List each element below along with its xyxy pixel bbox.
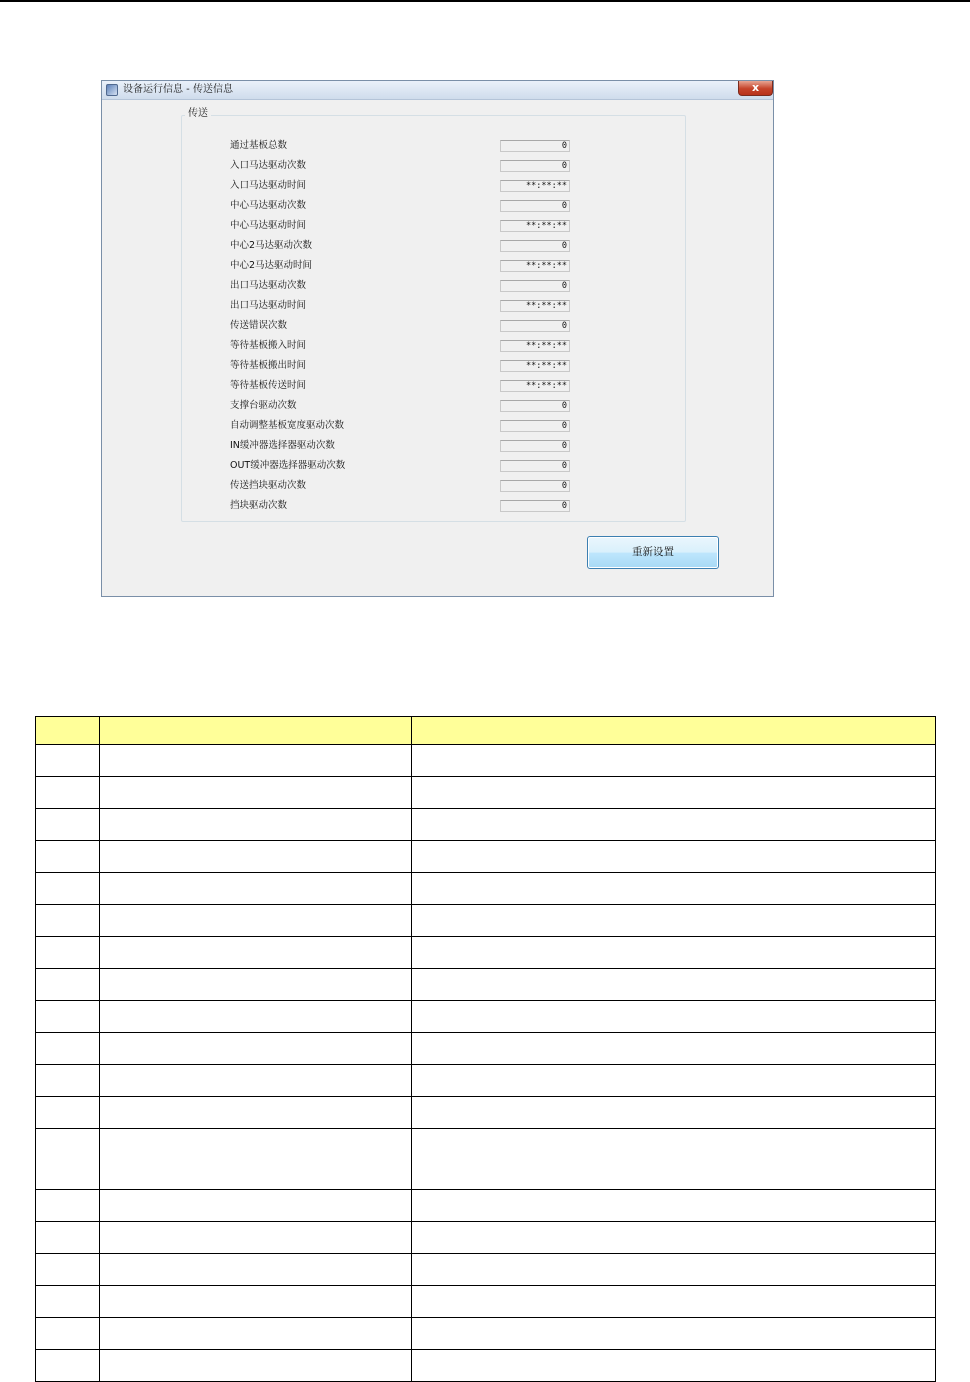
page-top-rule	[0, 0, 970, 2]
table-cell	[100, 937, 412, 969]
table-cell	[36, 1318, 100, 1350]
table-row	[36, 1318, 936, 1350]
table-cell	[412, 905, 936, 937]
spec-table	[35, 716, 936, 1382]
table-cell	[412, 1001, 936, 1033]
table-row	[36, 841, 936, 873]
table-row	[36, 1129, 936, 1190]
table-cell	[412, 1097, 936, 1129]
table-cell	[412, 937, 936, 969]
stat-value-field: **:**:**	[500, 380, 570, 392]
dialog-title: 设备运行信息 - 传送信息	[123, 84, 233, 95]
table-row	[36, 1001, 936, 1033]
stat-label: 等待基板传送时间	[230, 380, 307, 391]
table-cell	[100, 745, 412, 777]
table-cell	[100, 1190, 412, 1222]
table-row	[36, 809, 936, 841]
table-row	[36, 1033, 936, 1065]
table-row	[36, 1190, 936, 1222]
stat-label: 传送错误次数	[230, 320, 288, 331]
table-cell	[36, 1001, 100, 1033]
table-cell	[412, 745, 936, 777]
table-cell	[412, 1065, 936, 1097]
table-cell	[36, 1254, 100, 1286]
stat-value-field: 0	[500, 500, 570, 512]
table-cell	[100, 1318, 412, 1350]
stat-label: 通过基板总数	[230, 140, 288, 151]
stat-label: 传送挡块驱动次数	[230, 480, 307, 491]
table-cell	[36, 969, 100, 1001]
table-cell	[100, 1097, 412, 1129]
stat-value-field: 0	[500, 160, 570, 172]
table-cell	[100, 1254, 412, 1286]
transfer-info-dialog	[101, 80, 774, 597]
stat-value-field: 0	[500, 240, 570, 252]
table-cell	[36, 1190, 100, 1222]
reset-button[interactable]: 重新设置	[587, 536, 719, 569]
stat-value-field: 0	[500, 480, 570, 492]
dialog-titlebar[interactable]	[102, 81, 773, 100]
close-button[interactable]: x	[738, 81, 773, 96]
app-icon	[106, 84, 118, 96]
header-cell	[412, 717, 936, 745]
table-row	[36, 937, 936, 969]
table-cell	[100, 1286, 412, 1318]
table-cell	[36, 905, 100, 937]
table-cell	[100, 1033, 412, 1065]
stat-label: 等待基板搬入时间	[230, 340, 307, 351]
table-cell	[412, 1222, 936, 1254]
table-cell	[100, 809, 412, 841]
table-cell	[412, 1286, 936, 1318]
table-cell	[100, 1222, 412, 1254]
stat-value-field: 0	[500, 400, 570, 412]
table-row	[36, 1097, 936, 1129]
table-row	[36, 905, 936, 937]
stat-value-field: 0	[500, 460, 570, 472]
table-cell	[100, 1065, 412, 1097]
stat-value-field: 0	[500, 280, 570, 292]
stat-value-field: **:**:**	[500, 260, 570, 272]
table-cell	[100, 905, 412, 937]
table-cell	[412, 1129, 936, 1190]
table-cell	[100, 777, 412, 809]
table-cell	[412, 777, 936, 809]
table-cell	[36, 841, 100, 873]
stat-label: 出口马达驱动次数	[230, 280, 307, 291]
table-cell	[36, 937, 100, 969]
stat-label: 中心2马达驱动次数	[230, 240, 313, 251]
table-cell	[36, 873, 100, 905]
table-row	[36, 1254, 936, 1286]
table-cell	[412, 969, 936, 1001]
stat-value-field: 0	[500, 420, 570, 432]
table-row	[36, 873, 936, 905]
stat-label: 中心马达驱动次数	[230, 200, 307, 211]
table-cell	[100, 969, 412, 1001]
table-cell	[412, 1350, 936, 1382]
header-cell	[100, 717, 412, 745]
table-row	[36, 969, 936, 1001]
table-cell	[36, 1033, 100, 1065]
stat-label: 入口马达驱动时间	[230, 180, 307, 191]
stat-label: 中心马达驱动时间	[230, 220, 307, 231]
stat-label: 入口马达驱动次数	[230, 160, 307, 171]
table-row	[36, 1222, 936, 1254]
table-row	[36, 1065, 936, 1097]
table-row	[36, 1286, 936, 1318]
stat-value-field: 0	[500, 320, 570, 332]
table-cell	[100, 873, 412, 905]
table-row	[36, 745, 936, 777]
group-title: 传送	[185, 108, 211, 120]
stat-label: IN缓冲器选择器驱动次数	[230, 440, 335, 451]
table-cell	[412, 1033, 936, 1065]
stat-value-field: 0	[500, 140, 570, 152]
table-cell	[36, 1097, 100, 1129]
table-cell	[100, 1001, 412, 1033]
table-cell	[100, 841, 412, 873]
table-cell	[412, 1254, 936, 1286]
table-cell	[36, 1129, 100, 1190]
table-cell	[36, 1286, 100, 1318]
stat-value-field: **:**:**	[500, 360, 570, 372]
table-cell	[412, 841, 936, 873]
table-header-row	[36, 717, 936, 745]
stat-value-field: 0	[500, 440, 570, 452]
table-row	[36, 1350, 936, 1382]
stat-label: 支撑台驱动次数	[230, 400, 297, 411]
stat-label: 自动调整基板宽度驱动次数	[230, 420, 345, 431]
table-cell	[412, 809, 936, 841]
stat-value-field: **:**:**	[500, 180, 570, 192]
stat-label: OUT缓冲器选择器驱动次数	[230, 460, 346, 471]
stat-value-field: **:**:**	[500, 340, 570, 352]
stat-label: 出口马达驱动时间	[230, 300, 307, 311]
table-cell	[36, 745, 100, 777]
stat-value-field: **:**:**	[500, 220, 570, 232]
table-cell	[36, 1065, 100, 1097]
table-cell	[36, 809, 100, 841]
table-cell	[36, 1222, 100, 1254]
stat-value-field: 0	[500, 200, 570, 212]
table-cell	[100, 1129, 412, 1190]
table-cell	[412, 873, 936, 905]
table-cell	[412, 1190, 936, 1222]
table-cell	[100, 1350, 412, 1382]
stat-label: 挡块驱动次数	[230, 500, 288, 511]
table-row	[36, 777, 936, 809]
table-cell	[412, 1318, 936, 1350]
stat-label: 中心2马达驱动时间	[230, 260, 313, 271]
header-cell	[36, 717, 100, 745]
table-cell	[36, 1350, 100, 1382]
stat-value-field: **:**:**	[500, 300, 570, 312]
table-cell	[36, 777, 100, 809]
stat-label: 等待基板搬出时间	[230, 360, 307, 371]
